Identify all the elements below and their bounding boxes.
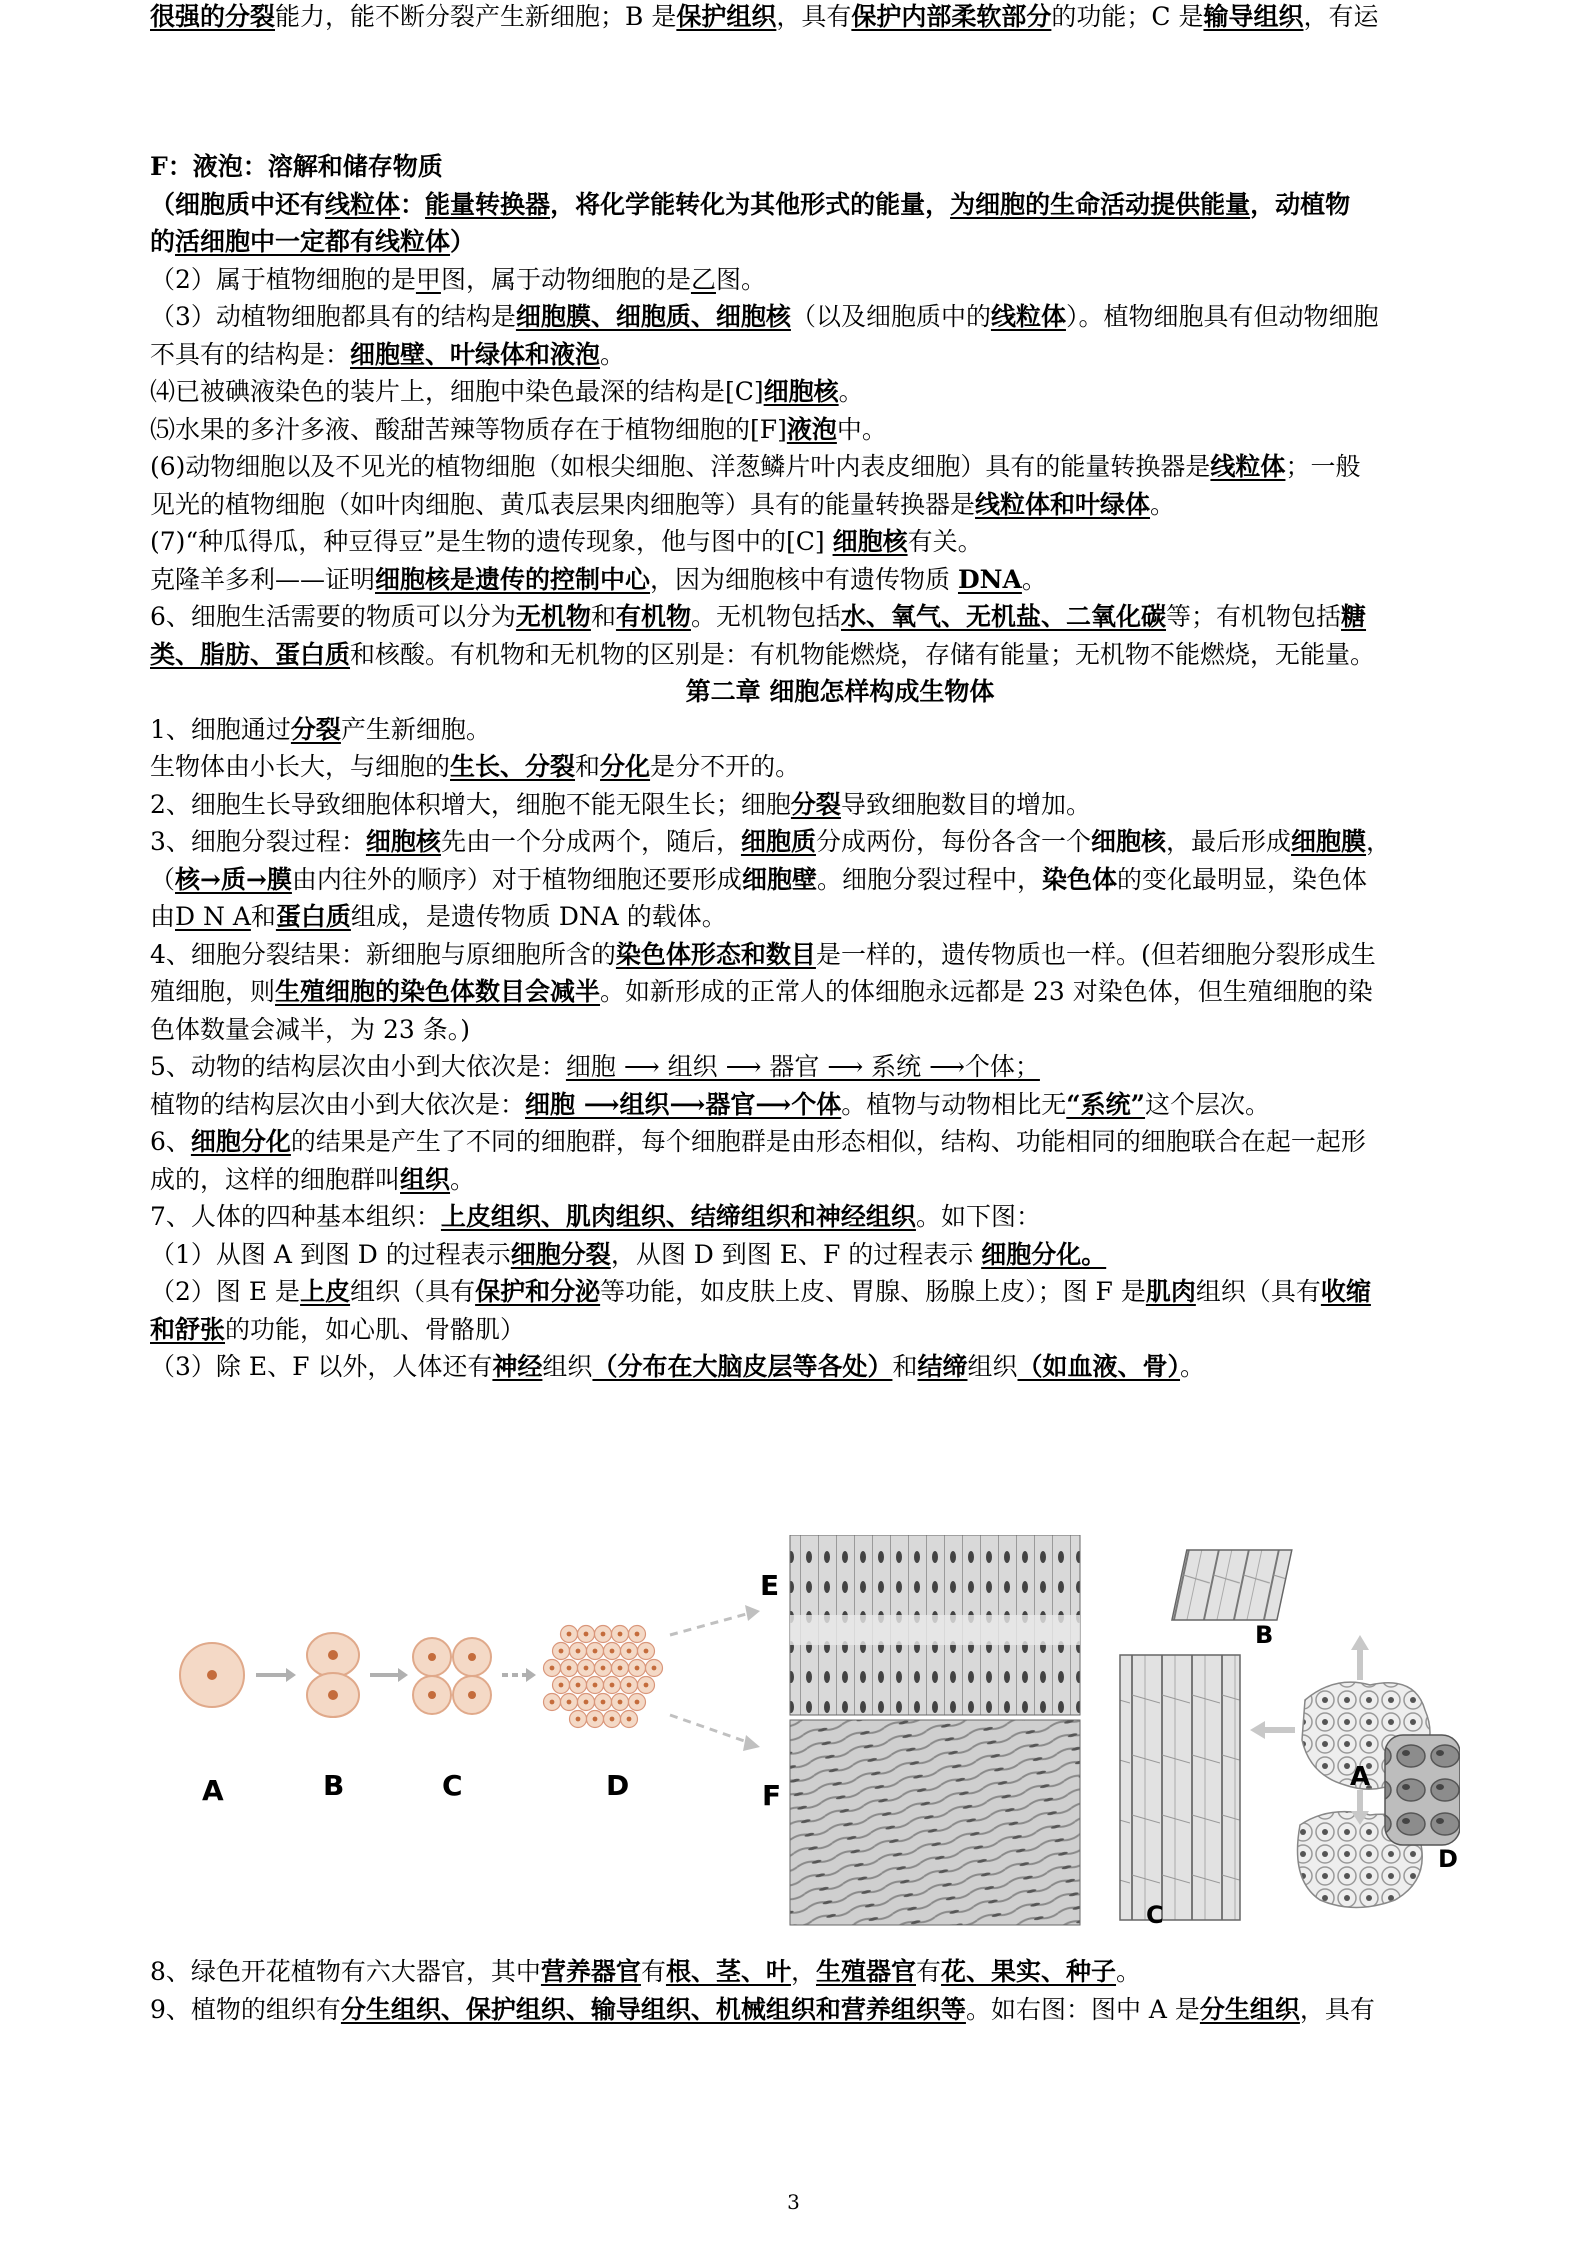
text-segment: （2）图 E 是 — [150, 1277, 301, 1306]
underlined-keyword: 为细胞的生命活动提供能量 — [950, 189, 1251, 219]
fig-label-a-left: A — [202, 1774, 224, 1807]
text-line — [150, 563, 1530, 597]
text-segment: （3）动植物细胞都具有的结构是 — [150, 302, 516, 331]
cell-d-cluster — [544, 1626, 663, 1728]
text-segment: ， — [790, 1957, 816, 1986]
fig-label-d-left: D — [606, 1769, 630, 1802]
underlined-keyword: 甲 — [415, 264, 441, 294]
underlined-keyword: 细胞核 — [365, 827, 441, 856]
underlined-keyword: 肌肉 — [1145, 1277, 1196, 1306]
text-segment: 能力，能不断分裂产生新细胞；B 是 — [275, 2, 677, 31]
cluster-nucleus — [559, 1649, 564, 1654]
text-line — [150, 1088, 1530, 1122]
muscle-tissue-image — [790, 1720, 1080, 1925]
text-segment: 4、细胞分裂结果：新细胞与原细胞所含的 — [150, 939, 616, 969]
cluster-nucleus — [652, 1666, 657, 1671]
underlined-keyword: 很强的分裂 — [150, 2, 276, 31]
underlined-keyword: 无机物 — [515, 602, 591, 631]
text-segment: ，将化学能转化为其他形式的能量， — [550, 189, 951, 219]
underlined-keyword: 细胞 ⟶ 组织 ⟶ 器官 ⟶ 系统 ⟶个体； — [565, 1052, 1040, 1081]
underlined-keyword: 组织 — [400, 1164, 451, 1194]
underlined-keyword: 保护和分泌 — [475, 1277, 601, 1306]
mechanical-tissue-d — [1385, 1735, 1460, 1845]
cluster-nucleus — [601, 1700, 606, 1705]
text-segment: 成的，这样的细胞群叫 — [150, 1164, 401, 1194]
text-segment: 。 — [1116, 1957, 1142, 1986]
text-segment: ，有运 — [1303, 2, 1379, 31]
text-segment: ，最后形成 — [1166, 827, 1292, 856]
underlined-keyword: D N A — [175, 902, 251, 931]
cluster-nucleus — [627, 1717, 632, 1722]
text-segment: 8、绿色开花植物有六大器官，其中 — [150, 1957, 541, 1986]
underlined-keyword: 输导组织 — [1203, 2, 1304, 31]
underlined-keyword: 细胞壁、叶绿体和液泡 — [350, 339, 601, 369]
underlined-keyword: 和舒张 — [150, 1314, 226, 1344]
text-segment: (7)“种瓜得瓜，种豆得豆”是生物的遗传现象，他与图中的[C] — [150, 527, 833, 556]
fig-label-a-right: A — [1350, 1762, 1371, 1792]
text-line — [150, 638, 1530, 672]
underlined-keyword: 活细胞中一定都有线粒体 — [175, 227, 451, 256]
text-segment: 和 — [590, 602, 616, 631]
fig-label-b-right: B — [1255, 1621, 1274, 1649]
underlined-keyword: 生殖细胞的染色体数目会减半 — [275, 977, 601, 1006]
underlined-keyword: 生长、分裂 — [450, 752, 576, 781]
text-segment: 和 — [250, 902, 276, 931]
cluster-nucleus — [593, 1717, 598, 1722]
underlined-keyword: 细胞核 — [832, 527, 908, 556]
text-line — [150, 1200, 1530, 1234]
text-segment: ： — [400, 189, 426, 219]
text-line — [150, 1993, 1530, 2027]
underlined-keyword: 保护组织 — [676, 2, 777, 31]
cluster-nucleus — [559, 1683, 564, 1688]
underlined-keyword: 液泡 — [786, 414, 837, 444]
text-line — [150, 413, 1530, 447]
text-line — [150, 1163, 1530, 1197]
text-segment: 的功能；C 是 — [1051, 2, 1204, 31]
text-segment: 9、植物的组织有 — [150, 1995, 341, 2024]
text-segment: 导致细胞数目的增加。 — [840, 789, 1091, 819]
cluster-nucleus — [610, 1683, 615, 1688]
text-line — [150, 1955, 1530, 1989]
text-segment: 和 — [575, 752, 601, 781]
text-segment: 不具有的结构是： — [150, 339, 351, 369]
text-line — [150, 750, 1530, 784]
text-line — [150, 0, 1530, 34]
text-segment: 。 — [838, 377, 864, 406]
chapter-heading — [150, 675, 1530, 709]
underlined-keyword: 染色体形态和数目 — [615, 939, 816, 969]
cluster-nucleus — [576, 1683, 581, 1688]
underlined-keyword: 水、氧气、无机盐、二氧化碳 — [840, 602, 1166, 631]
text-segment: ，因为细胞核中有遗传物质 — [650, 564, 958, 594]
underlined-keyword: 线粒体和叶绿体 — [975, 489, 1151, 519]
underlined-keyword: 生殖器官 — [815, 1957, 916, 1986]
text-segment: 和 — [892, 1352, 918, 1381]
text-line — [150, 488, 1530, 522]
text-segment: 先由一个分成两个，随后， — [440, 827, 741, 856]
fig-label-c-right: C — [1146, 1901, 1164, 1929]
cluster-nucleus — [593, 1649, 598, 1654]
cluster-nucleus — [627, 1649, 632, 1654]
text-segment: 是分不开的。 — [650, 752, 801, 781]
text-segment: 细胞壁 — [741, 864, 817, 894]
cluster-nucleus — [601, 1666, 606, 1671]
text-segment: 。 — [1150, 489, 1176, 519]
text-segment: 组织 — [967, 1352, 1018, 1381]
cluster-nucleus — [610, 1649, 615, 1654]
underlined-keyword: 花、果实、种子 — [941, 1957, 1117, 1986]
text-segment: 见光的植物细胞（如叶肉细胞、黄瓜表层果肉细胞等）具有的能量转换器是 — [150, 489, 976, 519]
underlined-keyword: 分裂 — [790, 789, 841, 819]
cluster-nucleus — [618, 1700, 623, 1705]
text-segment: 细胞核 — [1090, 827, 1166, 856]
arrow-d-f — [670, 1715, 750, 1743]
underlined-keyword: 类、脂肪、蛋白质 — [150, 639, 351, 669]
text-line — [150, 863, 1530, 897]
underlined-keyword: 线粒体 — [325, 189, 401, 219]
text-segment: ，具有 — [1299, 1995, 1375, 2024]
text-segment: 。如新形成的正常人的体细胞永远都是 23 对染色体，但生殖细胞的染 — [600, 977, 1373, 1006]
text-segment: 。 — [1180, 1352, 1206, 1381]
text-line — [150, 788, 1530, 822]
cluster-nucleus — [567, 1632, 572, 1637]
text-line — [150, 975, 1530, 1009]
fig-label-f: F — [762, 1779, 782, 1812]
underlined-keyword: 蛋白质 — [275, 902, 351, 931]
cluster-nucleus — [618, 1632, 623, 1637]
text-segment: 3、细胞分裂过程： — [150, 827, 366, 856]
text-segment: 的结果是产生了不同的细胞群，每个细胞群是由形态相似，结构、功能相同的细胞联合在起一起形 — [290, 1127, 1366, 1156]
text-segment: 图，属于动物细胞的是 — [440, 264, 691, 294]
text-segment: 组织（具有 — [1195, 1277, 1321, 1306]
underlined-keyword: “系统” — [1066, 1089, 1146, 1119]
text-line — [150, 1313, 1530, 1347]
text-line — [150, 338, 1530, 372]
underlined-keyword: 细胞核 — [763, 377, 839, 406]
text-line — [150, 1125, 1530, 1159]
text-segment: 。细胞分裂过程中， — [816, 864, 1042, 894]
text-segment: 。如右图：图中 A 是 — [965, 1995, 1200, 2024]
text-segment: 产生新细胞。 — [340, 714, 491, 744]
text-line — [150, 263, 1530, 297]
underlined-keyword: 细胞质 — [740, 827, 816, 856]
text-segment: ⑸水果的多汁多液、酸甜苦辣等物质存在于植物细胞的[F] — [150, 414, 787, 444]
underlined-keyword: 分化 — [600, 752, 651, 781]
underlined-keyword: 分裂 — [290, 714, 341, 744]
text-line — [150, 713, 1530, 747]
cell-division-sequence — [180, 1605, 760, 1751]
tissue-diagram — [170, 1535, 1460, 1930]
text-segment: （2）属于植物细胞的是 — [150, 264, 416, 294]
underlined-keyword: 细胞分裂 — [510, 1239, 611, 1269]
text-line — [150, 600, 1530, 634]
fig-label-e: E — [760, 1569, 780, 1602]
underlined-keyword: 糖 — [1341, 602, 1367, 631]
cluster-nucleus — [635, 1632, 640, 1637]
text-line — [150, 375, 1530, 409]
cluster-nucleus — [644, 1683, 649, 1688]
underlined-keyword: 细胞核是遗传的控制中心 — [375, 564, 651, 594]
text-segment: ，动植物 — [1250, 189, 1351, 219]
text-segment: ， — [1366, 827, 1392, 856]
underlined-keyword: 分生组织、保护组织、输导组织、机械组织和营养组织等 — [340, 1995, 966, 2024]
text-line — [150, 1013, 1530, 1047]
underlined-keyword: 神经 — [492, 1352, 543, 1381]
text-line — [150, 300, 1530, 334]
fig-label-d-right: D — [1438, 1845, 1458, 1873]
text-segment: 生物体由小长大，与细胞的 — [150, 752, 451, 781]
text-line — [150, 938, 1530, 972]
text-segment: 这个层次。 — [1145, 1089, 1271, 1119]
text-segment: （以及细胞质中的 — [790, 302, 991, 331]
underlined-keyword: 细胞膜、细胞质、细胞核 — [515, 302, 791, 331]
underlined-keyword: 上皮 — [300, 1277, 351, 1306]
cluster-nucleus — [584, 1632, 589, 1637]
text-line — [150, 1238, 1530, 1272]
underlined-keyword: DNA — [957, 564, 1022, 594]
fig-label-b-left: B — [323, 1769, 345, 1802]
text-line — [150, 1350, 1530, 1384]
text-line — [150, 1275, 1530, 1309]
underlined-keyword: 分生组织 — [1199, 1995, 1300, 2024]
text-segment: ，具有 — [776, 2, 852, 31]
underlined-keyword: 细胞膜 — [1291, 827, 1367, 856]
cluster-nucleus — [635, 1700, 640, 1705]
text-segment: 。植物与动物相比无 — [841, 1089, 1067, 1119]
text-segment: 6、 — [150, 1127, 191, 1156]
text-segment: 组织 — [542, 1352, 593, 1381]
text-segment: 组织（具有 — [350, 1277, 476, 1306]
text-segment: 组成，是遗传物质 DNA 的载体。 — [350, 902, 727, 931]
cell-c — [413, 1638, 491, 1714]
cluster-nucleus — [610, 1717, 615, 1722]
text-line — [150, 900, 1530, 934]
arrow-d-e — [670, 1613, 750, 1635]
text-segment: 殖细胞，则 — [150, 977, 276, 1006]
text-segment: 。 — [1021, 564, 1047, 594]
text-line — [150, 825, 1530, 859]
conducting-tissue-c — [1120, 1655, 1240, 1920]
text-segment: 中。 — [836, 414, 887, 444]
text-segment: （细胞质中还有 — [150, 189, 326, 219]
text-segment: 6、细胞生活需要的物质可以分为 — [150, 602, 516, 631]
cluster-nucleus — [550, 1700, 555, 1705]
page-number: 3 — [787, 2190, 800, 2214]
underlined-keyword: 核→质→膜 — [175, 864, 292, 894]
text-line — [150, 525, 1530, 559]
cluster-nucleus — [567, 1700, 572, 1705]
cluster-nucleus — [576, 1717, 581, 1722]
text-segment: 等；有机物包括 — [1166, 602, 1342, 631]
text-segment: （1）从图 A 到图 D 的过程表示 — [150, 1239, 511, 1269]
text-segment: 有 — [640, 1957, 666, 1986]
underlined-keyword: 线粒体 — [1210, 452, 1286, 481]
plant-tissue-diagram — [1120, 1550, 1460, 1920]
cluster-nucleus — [584, 1700, 589, 1705]
text-line — [150, 188, 1530, 222]
tissue-figure — [170, 1535, 1460, 1930]
text-segment: 图。 — [715, 264, 766, 294]
text-segment: 由内往外的顺序）对于植物细胞还要形成 — [291, 864, 742, 894]
text-segment: ） — [450, 227, 476, 256]
text-segment: 的变化最明显，染色体 — [1116, 864, 1367, 894]
underlined-keyword: 细胞分化。 — [981, 1239, 1107, 1269]
cluster-nucleus — [618, 1666, 623, 1671]
underlined-keyword: 能量转换器 — [425, 189, 551, 219]
text-segment: 等功能，如皮肤上皮、胃腺、肠腺上皮）；图 F 是 — [600, 1277, 1146, 1306]
underlined-keyword: 线粒体 — [990, 302, 1066, 331]
text-segment: 1、细胞通过 — [150, 714, 291, 744]
text-segment: 色体数量会减半，为 23 条。) — [150, 1014, 470, 1044]
text-segment: 和核酸。有机物和无机物的区别是：有机物能燃烧，存储有能量；无机物不能燃烧，无能量。 — [350, 639, 1376, 669]
text-segment: 分成两份，每份各含一个 — [815, 827, 1091, 856]
text-segment: 的功能，如心肌、骨骼肌） — [225, 1314, 526, 1344]
text-line — [150, 150, 1530, 184]
underlined-keyword: 结缔 — [917, 1352, 968, 1381]
underlined-keyword: 有机物 — [615, 602, 691, 631]
text-segment: （3）除 E、F 以外，人体还有 — [150, 1352, 493, 1381]
text-line — [150, 450, 1530, 484]
cluster-nucleus — [567, 1666, 572, 1671]
cluster-nucleus — [635, 1666, 640, 1671]
text-segment: ⑷已被碘液染色的装片上，细胞中染色最深的结构是[C] — [150, 377, 764, 406]
protective-tissue-b — [1172, 1550, 1292, 1620]
cluster-nucleus — [550, 1666, 555, 1671]
cluster-nucleus — [627, 1683, 632, 1688]
text-segment: ）。植物细胞具有但动物细胞 — [1065, 302, 1379, 331]
text-segment: 。 — [600, 339, 626, 369]
text-segment: ；一般 — [1285, 452, 1361, 481]
underlined-keyword: 上皮组织、肌肉组织、结缔组织和神经组织 — [440, 1202, 916, 1231]
underlined-keyword: 收缩 — [1320, 1277, 1371, 1306]
text-segment: 7、人体的四种基本组织： — [150, 1202, 441, 1231]
text-segment: 是一样的，遗传物质也一样。(但若细胞分裂形成生 — [815, 939, 1376, 969]
cluster-nucleus — [576, 1649, 581, 1654]
underlined-keyword: 营养器官 — [540, 1957, 641, 1986]
text-segment: ，从图 D 到图 E、F 的过程表示 — [610, 1239, 982, 1269]
text-segment: 第二章 细胞怎样构成生物体 — [685, 677, 995, 706]
text-segment: 。如下图： — [915, 1202, 1041, 1231]
cluster-nucleus — [601, 1632, 606, 1637]
underlined-keyword: 根、茎、叶 — [665, 1957, 791, 1986]
underlined-keyword: （如血液、骨） — [1017, 1352, 1181, 1381]
text-segment: 。无机物包括 — [690, 602, 841, 631]
text-segment: 有关。 — [907, 527, 983, 556]
underlined-keyword: （分布在大脑皮层等各处） — [592, 1352, 893, 1381]
text-segment: 克隆羊多利——证明 — [150, 564, 376, 594]
text-segment: 2、细胞生长导致细胞体积增大，细胞不能无限生长；细胞 — [150, 789, 791, 819]
cluster-nucleus — [584, 1666, 589, 1671]
text-segment: 有 — [916, 1957, 942, 1986]
text-segment: 5、动物的结构层次由小到大依次是： — [150, 1052, 566, 1081]
text-segment: (6)动物细胞以及不见光的植物细胞（如根尖细胞、洋葱鳞片叶内表皮细胞）具有的能量转换器是 — [150, 452, 1211, 481]
text-segment: 染色体 — [1041, 864, 1117, 894]
underlined-keyword: 细胞 ⟶组织⟶器官⟶个体 — [525, 1089, 842, 1119]
text-segment: 的 — [150, 227, 176, 256]
fig-label-c-left: C — [442, 1769, 463, 1802]
text-line — [150, 225, 1530, 259]
underlined-keyword: 乙 — [690, 264, 716, 294]
cluster-nucleus — [644, 1649, 649, 1654]
text-segment: 由 — [150, 902, 176, 931]
text-segment: F：液泡：溶解和储存物质 — [150, 152, 443, 181]
text-segment: 。 — [450, 1164, 476, 1194]
underlined-keyword: 保护内部柔软部分 — [851, 2, 1052, 31]
cluster-nucleus — [593, 1683, 598, 1688]
text-line — [150, 1050, 1530, 1084]
underlined-keyword: 细胞分化 — [190, 1127, 291, 1156]
text-segment: （ — [150, 864, 176, 894]
text-segment: 植物的结构层次由小到大依次是： — [150, 1089, 526, 1119]
